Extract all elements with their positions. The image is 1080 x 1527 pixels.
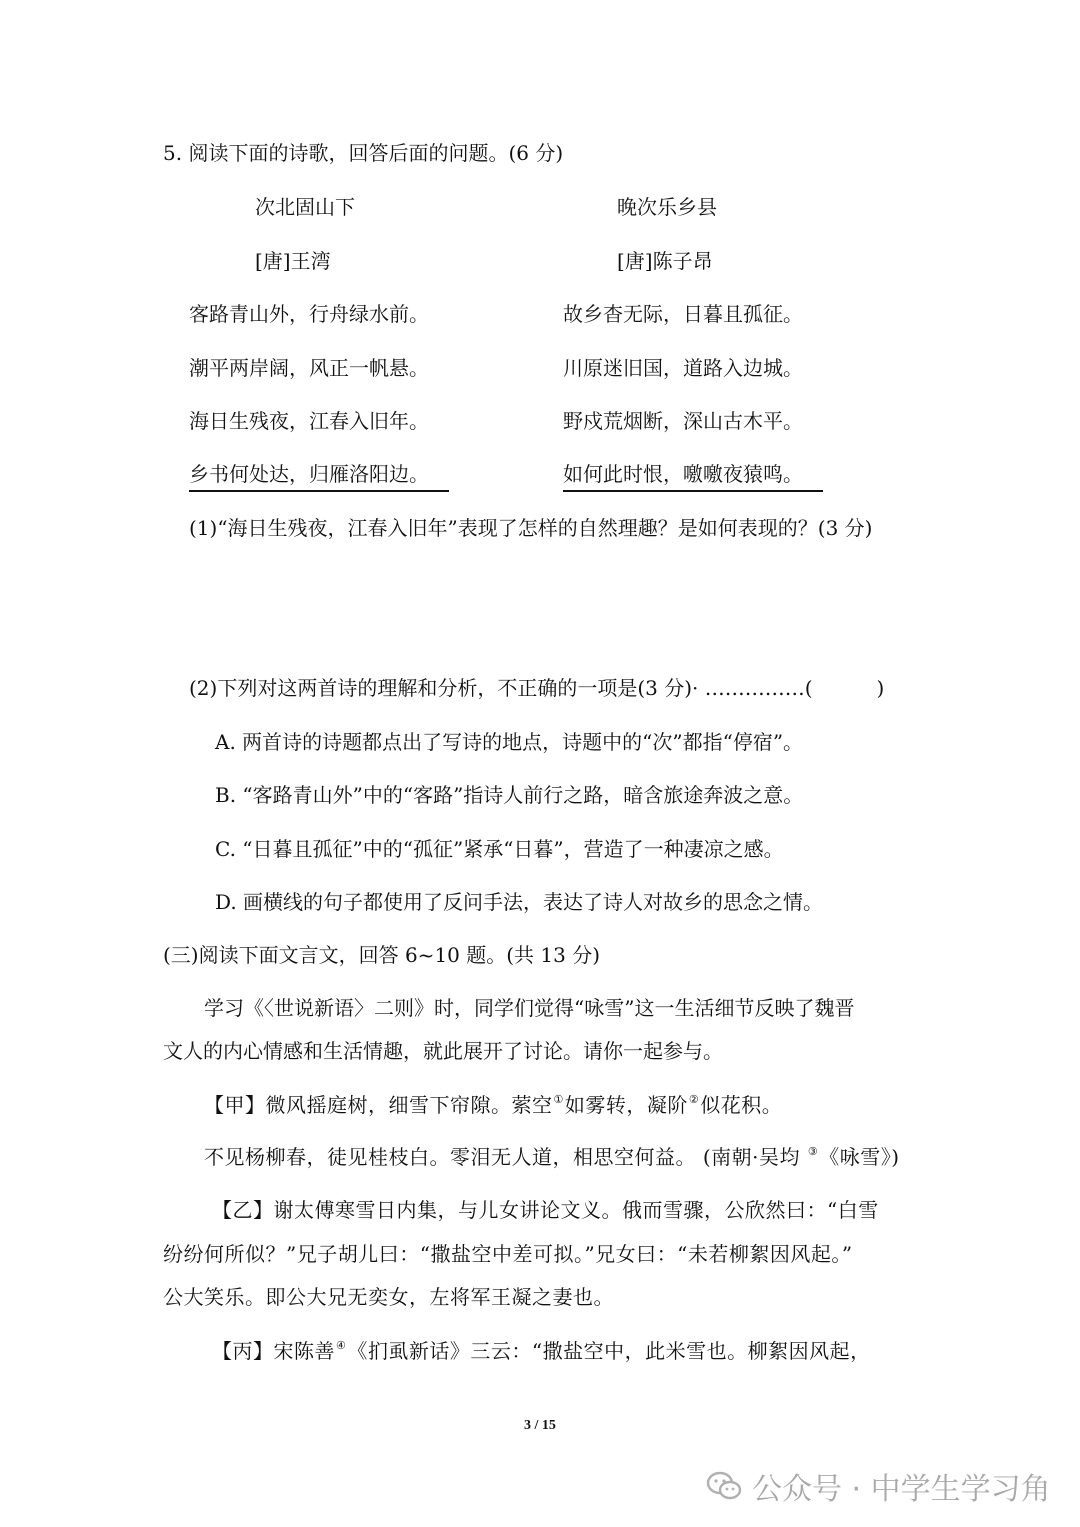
passage-jia-text: 不见杨柳春，徒见桂枝白。零泪无人道，相思空何益。 (南朝·吴均 [204, 1145, 807, 1169]
passage-yi-line1: 【乙】谢太傅寒雪日内集，与儿女讲论文义。俄而雪骤，公欣然曰：“白雪 [212, 1198, 879, 1222]
passage-jia-text: 《咏雪》) [819, 1145, 900, 1169]
question-5-1: (1)“海日生残夜，江春入旧年”表现了怎样的自然理趣？是如何表现的？(3 分) [189, 516, 873, 540]
poem1-line: 海日生残夜，江春入旧年。 [189, 409, 429, 433]
section-3-intro: 学习《〈世说新语〉二则》时，同学们觉得“咏雪”这一生活细节反映了魏晋 [204, 996, 855, 1020]
poem2-line: 川原迷旧国，道路入边城。 [563, 356, 803, 380]
passage-yi-line2: 纷纷何所似？”兄子胡儿曰：“撒盐空中差可拟。”兄女曰：“未若柳絮因风起。” [163, 1242, 853, 1266]
question-5-2 [189, 674, 884, 702]
passage-bing-text: 《扪虱新话》三云：“撒盐空中，此米雪也。柳絮因风起， [347, 1339, 871, 1363]
option-d: D. 画横线的句子都使用了反问手法，表达了诗人对故乡的思念之情。 [215, 890, 824, 914]
footnote-marker: ④ [336, 1339, 347, 1352]
passage-jia-text: 似花积。 [700, 1093, 783, 1117]
watermark-text: 公众号 · 中学生学习角 [752, 1472, 1051, 1507]
footnote-marker: ② [688, 1093, 700, 1106]
question-5-2-close: ) [876, 676, 885, 700]
watermark [706, 1464, 1051, 1508]
page-number: 3 / 15 [524, 1418, 556, 1433]
passage-bing-line1 [212, 1337, 871, 1369]
passage-bing-text: 【丙】宋陈善 [212, 1339, 335, 1363]
poem1-line: 潮平两岸阔，风正一帆悬。 [189, 356, 429, 380]
wechat-icon [706, 1471, 742, 1501]
poem1-line-underlined: 乡书何处达，归雁洛阳边。 [189, 460, 449, 492]
poem2-line-underlined: 如何此时恨，噭噭夜猿鸣。 [563, 460, 823, 492]
passage-yi-line3: 公大笑乐。即公大兄无奕女，左将军王凝之妻也。 [163, 1285, 614, 1309]
question-5-2-text: (2)下列对这两首诗的理解和分析，不正确的一项是(3 分)· ……………( [189, 676, 813, 700]
poem1-line: 客路青山外，行舟绿水前。 [189, 302, 429, 326]
option-a: A. 两首诗的诗题都点出了写诗的地点，诗题中的“次”都指“停宿”。 [215, 730, 804, 754]
section-3-heading: (三)阅读下面文言文，回答 6~10 题。(共 13 分) [163, 943, 601, 967]
option-c: C. “日暮且孤征”中的“孤征”紧承“日暮”，营造了一种凄凉之感。 [215, 837, 784, 861]
footnote-marker: ① [553, 1093, 564, 1106]
section-3-intro-cont: 文人的内心情感和生活情趣，就此展开了讨论。请你一起参与。 [163, 1039, 723, 1063]
poem1-title: 次北固山下 [255, 195, 355, 219]
poem2-author: [唐]陈子昂 [617, 249, 713, 273]
option-b: B. “客路青山外”中的“客路”指诗人前行之路，暗含旅途奔波之意。 [215, 783, 804, 807]
poem1-author: [唐]王湾 [255, 249, 331, 273]
passage-jia-text: 如雾转，凝阶 [564, 1093, 688, 1117]
poem2-title: 晚次乐乡县 [617, 195, 717, 219]
poem2-line: 野戍荒烟断，深山古木平。 [563, 409, 803, 433]
poem2-line: 故乡杳无际，日暮且孤征。 [563, 302, 803, 326]
passage-jia-text: 【甲】微风摇庭树，细雪下帘隙。萦空 [204, 1093, 553, 1117]
footnote-marker: ③ [807, 1145, 819, 1158]
passage-jia-line1 [204, 1091, 782, 1123]
passage-jia-line2 [204, 1143, 900, 1175]
question-5-heading: 5. 阅读下面的诗歌，回答后面的问题。(6 分) [163, 141, 564, 165]
